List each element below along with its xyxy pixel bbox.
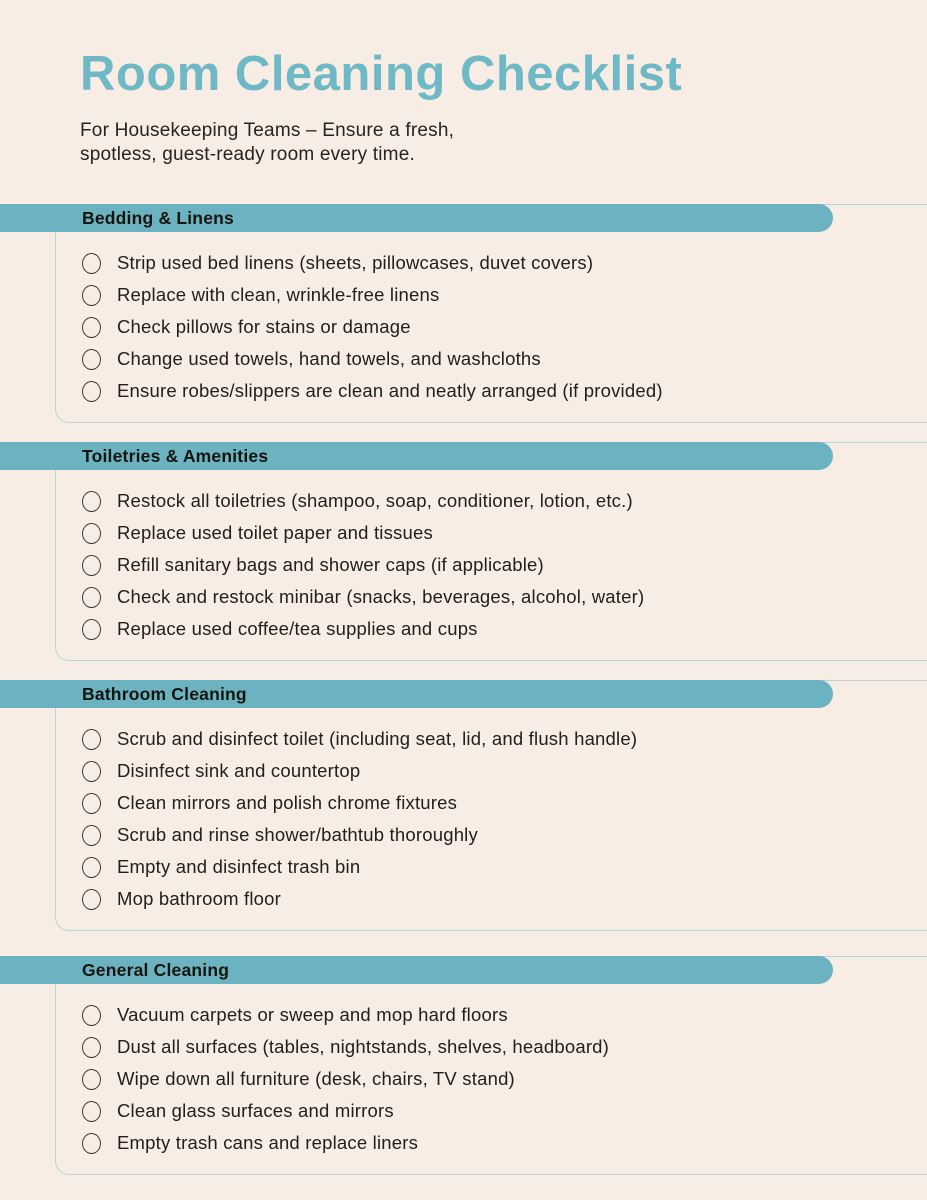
checklist-item-label: Empty trash cans and replace liners [117, 1132, 419, 1153]
checkbox-circle[interactable] [82, 523, 101, 544]
checklist-item [56, 1063, 927, 1095]
section-box [55, 204, 927, 423]
checklist [56, 999, 927, 1159]
checkbox-circle[interactable] [82, 381, 101, 402]
checkbox-circle[interactable] [82, 1037, 101, 1058]
section-bathroom-cleaning [0, 680, 927, 931]
section-toiletries-amenities [0, 442, 927, 661]
checklist-item [56, 581, 927, 613]
checklist-item-label: Disinfect sink and countertop [117, 760, 361, 781]
section-box [55, 680, 927, 931]
checklist-item-label: Vacuum carpets or sweep and mop hard floors [117, 1004, 508, 1025]
checklist-item [56, 1127, 927, 1159]
checklist-item-label: Clean glass surfaces and mirrors [117, 1100, 394, 1121]
checklist-item-label: Ensure robes/slippers are clean and neatly arranged (if provided) [117, 380, 663, 401]
checklist [56, 723, 927, 915]
checklist-item [56, 485, 927, 517]
section-title: Bedding & Linens [82, 207, 234, 228]
checklist-item [56, 613, 927, 645]
checklist-item [56, 343, 927, 375]
checkbox-circle[interactable] [82, 253, 101, 274]
checkbox-circle[interactable] [82, 285, 101, 306]
checklist-item [56, 851, 927, 883]
checklist [56, 247, 927, 407]
checklist-item [56, 279, 927, 311]
section-general-cleaning [0, 956, 927, 1175]
checkbox-circle[interactable] [82, 1069, 101, 1090]
checkbox-circle[interactable] [82, 1101, 101, 1122]
section-title: Toiletries & Amenities [82, 445, 269, 466]
checklist-item [56, 247, 927, 279]
checklist-item [56, 883, 927, 915]
checklist-item [56, 723, 927, 755]
checklist-item-label: Check and restock minibar (snacks, beverages, alcohol, water) [117, 586, 645, 607]
checklist-item-label: Wipe down all furniture (desk, chairs, TV stand) [117, 1068, 515, 1089]
checklist-item-label: Strip used bed linens (sheets, pillowcases, duvet covers) [117, 252, 594, 273]
checklist-item [56, 311, 927, 343]
page-header [0, 0, 927, 166]
checklist-item-label: Replace with clean, wrinkle-free linens [117, 284, 440, 305]
checklist-item-label: Scrub and rinse shower/bathtub thoroughly [117, 824, 478, 845]
checkbox-circle[interactable] [82, 1133, 101, 1154]
subtitle-line-2: spotless, guest-ready room every time. [80, 143, 415, 165]
checkbox-circle[interactable] [82, 555, 101, 576]
checklist-item [56, 999, 927, 1031]
checklist-item-label: Empty and disinfect trash bin [117, 856, 361, 877]
checklist-item [56, 819, 927, 851]
section-header-bar [0, 680, 833, 708]
checklist-item [56, 1095, 927, 1127]
checklist-item [56, 1031, 927, 1063]
checkbox-circle[interactable] [82, 491, 101, 512]
checklist-item-label: Dust all surfaces (tables, nightstands, shelves, headboard) [117, 1036, 610, 1057]
section-bedding-linens [0, 204, 927, 423]
checkbox-circle[interactable] [82, 587, 101, 608]
checklist-item [56, 787, 927, 819]
checklist-item [56, 755, 927, 787]
checkbox-circle[interactable] [82, 1005, 101, 1026]
checkbox-circle[interactable] [82, 729, 101, 750]
page-subtitle [80, 119, 927, 166]
checkbox-circle[interactable] [82, 619, 101, 640]
checkbox-circle[interactable] [82, 317, 101, 338]
page-title: Room Cleaning Checklist [80, 47, 683, 101]
checkbox-circle[interactable] [82, 793, 101, 814]
checklist-item [56, 549, 927, 581]
checkbox-circle[interactable] [82, 825, 101, 846]
checklist-item-label: Refill sanitary bags and shower caps (if applicable) [117, 554, 544, 575]
checklist-item [56, 517, 927, 549]
checklist-item-label: Replace used toilet paper and tissues [117, 522, 433, 543]
checklist-item-label: Clean mirrors and polish chrome fixtures [117, 792, 458, 813]
checklist-item-label: Replace used coffee/tea supplies and cups [117, 618, 478, 639]
checkbox-circle[interactable] [82, 349, 101, 370]
checklist-item-label: Mop bathroom floor [117, 888, 282, 909]
subtitle-line-1: For Housekeeping Teams – Ensure a fresh, [80, 120, 455, 141]
checkbox-circle[interactable] [82, 761, 101, 782]
checklist-item-label: Restock all toiletries (shampoo, soap, conditioner, lotion, etc.) [117, 490, 633, 511]
section-header-bar [0, 204, 833, 232]
checkbox-circle[interactable] [82, 857, 101, 878]
section-box [55, 442, 927, 661]
checklist-item-label: Check pillows for stains or damage [117, 316, 411, 337]
section-box [55, 956, 927, 1175]
checklist-item-label: Change used towels, hand towels, and washcloths [117, 348, 541, 369]
section-header-bar [0, 956, 833, 984]
section-title: Bathroom Cleaning [82, 683, 247, 704]
checklist-item-label: Scrub and disinfect toilet (including seat, lid, and flush handle) [117, 728, 638, 749]
checkbox-circle[interactable] [82, 889, 101, 910]
section-title: General Cleaning [82, 959, 230, 980]
checklist-item [56, 375, 927, 407]
section-header-bar [0, 442, 833, 470]
checklist [56, 485, 927, 645]
